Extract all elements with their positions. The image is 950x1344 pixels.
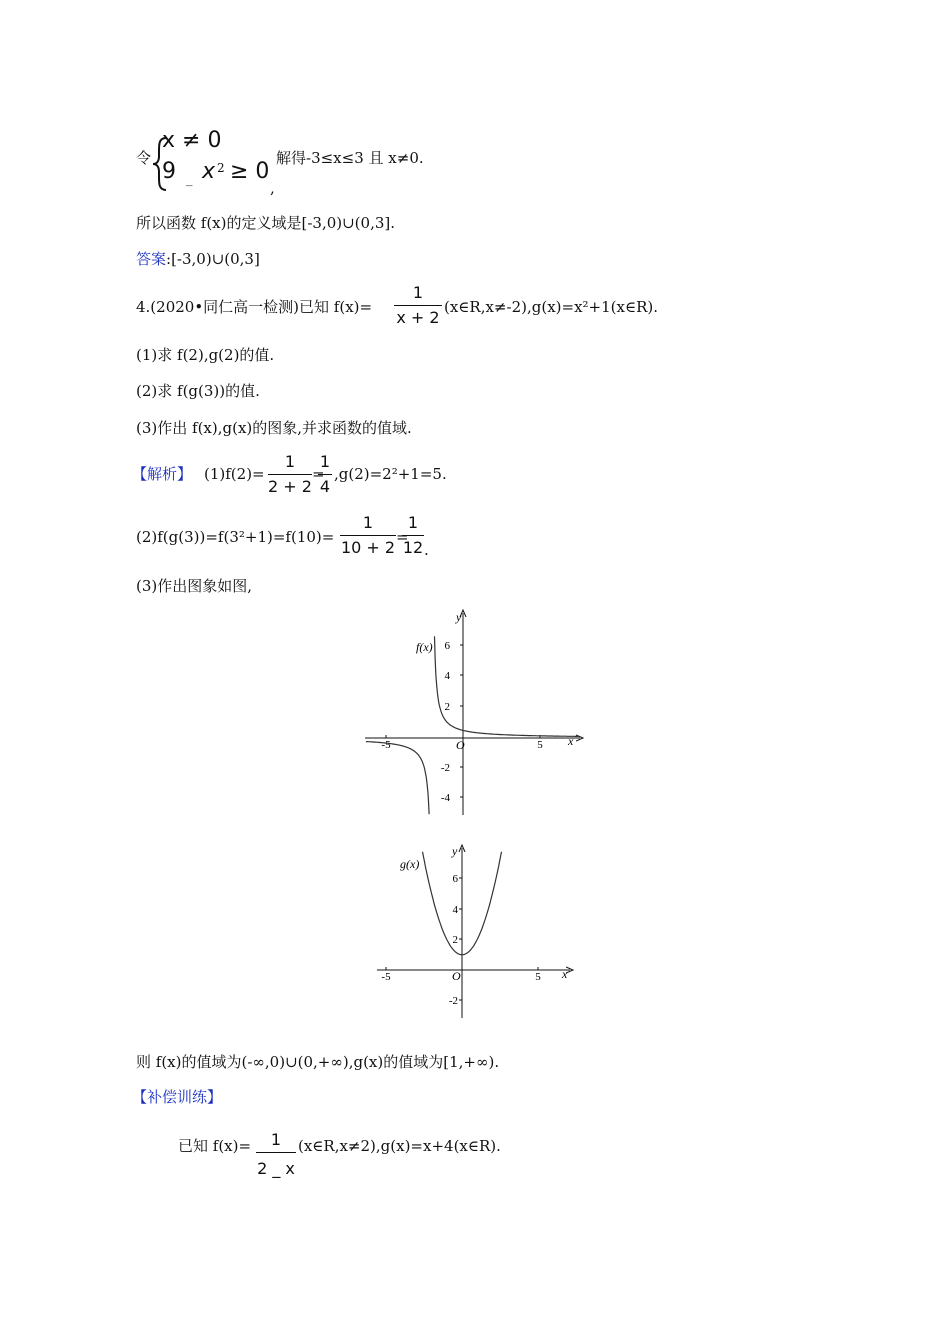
f-x-label: x — [568, 734, 574, 748]
g-origin: O — [452, 969, 461, 983]
f-ytick-neg2: -2 — [440, 762, 450, 774]
system-minus: _ — [186, 172, 193, 187]
g-xtick-5: 5 — [535, 971, 541, 983]
g-ytick-6: 6 — [452, 873, 458, 885]
f-ytick-neg4: -4 — [440, 792, 450, 804]
fraction-numerator: 1 — [284, 452, 296, 471]
supplement-lead: 已知 f(x)= — [178, 1137, 252, 1155]
system-line2-a: 9 — [162, 159, 176, 184]
answer-label: 答案 — [136, 250, 167, 268]
s1-fraction-1 — [268, 452, 312, 497]
system-line2-c: ≥ 0 — [230, 159, 270, 184]
problem4-q3: (3)作出 f(x),g(x)的图象,并求函数的值域. — [136, 419, 412, 437]
system-exponent: 2 — [217, 161, 225, 175]
range-line: 则 f(x)的值域为(-∞,0)∪(0,+∞),g(x)的值域为[1,+∞). — [136, 1053, 500, 1071]
supplement-fraction — [256, 1130, 296, 1179]
supplement-label: 【补偿训练】 — [132, 1088, 223, 1106]
f-xtick-neg5: -5 — [381, 739, 391, 751]
g-ytick-2: 2 — [452, 934, 458, 946]
fraction-denominator: 4 — [319, 477, 331, 496]
f-xtick-5: 5 — [537, 739, 543, 751]
fraction-denominator: 2 _ x — [257, 1159, 295, 1178]
g-xtick-neg5: -5 — [381, 971, 391, 983]
fraction-numerator: 1 — [407, 513, 419, 532]
fraction-numerator: 1 — [319, 452, 331, 471]
solution-s1-tail: ,g(2)=2²+1=5. — [334, 465, 447, 483]
f-curve-left — [366, 742, 429, 815]
fraction-denominator: 2 + 2 — [268, 477, 312, 496]
g-ytick-4: 4 — [452, 904, 458, 916]
answer-text: :[-3,0)∪(0,3] — [166, 250, 260, 268]
s1-fraction-2 — [318, 452, 332, 497]
system-line1: x ≠ 0 — [162, 128, 222, 153]
f-y-label: y — [456, 610, 462, 624]
g-x-label: x — [562, 967, 568, 981]
f-ytick-4: 4 — [444, 670, 450, 682]
f-origin: O — [456, 738, 465, 752]
g-ytick-neg2: -2 — [448, 995, 458, 1007]
f-func-label: f(x) — [416, 640, 433, 654]
problem4-q2: (2)求 f(g(3))的值. — [136, 382, 260, 400]
fraction-numerator: 1 — [362, 513, 374, 532]
answer-line — [136, 249, 260, 269]
system-comma: , — [270, 179, 275, 197]
fraction-numerator: 1 — [412, 283, 424, 302]
problem4-lead: 4.(2020•同仁高一检测)已知 f(x)= — [136, 298, 373, 316]
fraction-numerator: 1 — [270, 1130, 282, 1149]
solution-label: 【解析】 — [132, 465, 193, 483]
system-solution: 解得-3≤x≤3 且 x≠0. — [276, 149, 424, 167]
solution-s2-a: (2)f(g(3))=f(3²+1)=f(10)= — [136, 528, 335, 546]
graph-g — [372, 842, 582, 1022]
f-ytick-2: 2 — [444, 701, 450, 713]
solution-s2-tail: . — [424, 541, 429, 559]
s1-equals: = — [312, 465, 325, 483]
problem4-fraction — [394, 283, 442, 328]
s2-equals: = — [396, 528, 409, 546]
solution-s1-a: (1)f(2)= — [204, 465, 265, 483]
f-ytick-6: 6 — [444, 640, 450, 652]
problem4-tail: (x∈R,x≠-2),g(x)=x²+1(x∈R). — [444, 298, 658, 316]
solution-s3: (3)作出图象如图, — [136, 577, 253, 595]
problem4-q1: (1)求 f(2),g(2)的值. — [136, 346, 275, 364]
graph-f — [360, 605, 590, 820]
fraction-denominator: 10 + 2 — [340, 538, 396, 557]
f-curve-right — [435, 636, 579, 736]
g-y-label: y — [452, 844, 458, 858]
fraction-denominator: x + 2 — [396, 308, 440, 327]
system-line2-b: x — [202, 159, 216, 184]
s2-fraction-2 — [402, 513, 424, 558]
s2-fraction-1 — [340, 513, 396, 558]
supplement-tail: (x∈R,x≠2),g(x)=x+4(x∈R). — [298, 1137, 501, 1155]
domain-line: 所以函数 f(x)的定义域是[-3,0)∪(0,3]. — [136, 214, 396, 232]
g-func-label: g(x) — [400, 857, 420, 871]
system-prefix: 令 — [136, 149, 152, 167]
fraction-denominator: 12 — [402, 538, 424, 557]
